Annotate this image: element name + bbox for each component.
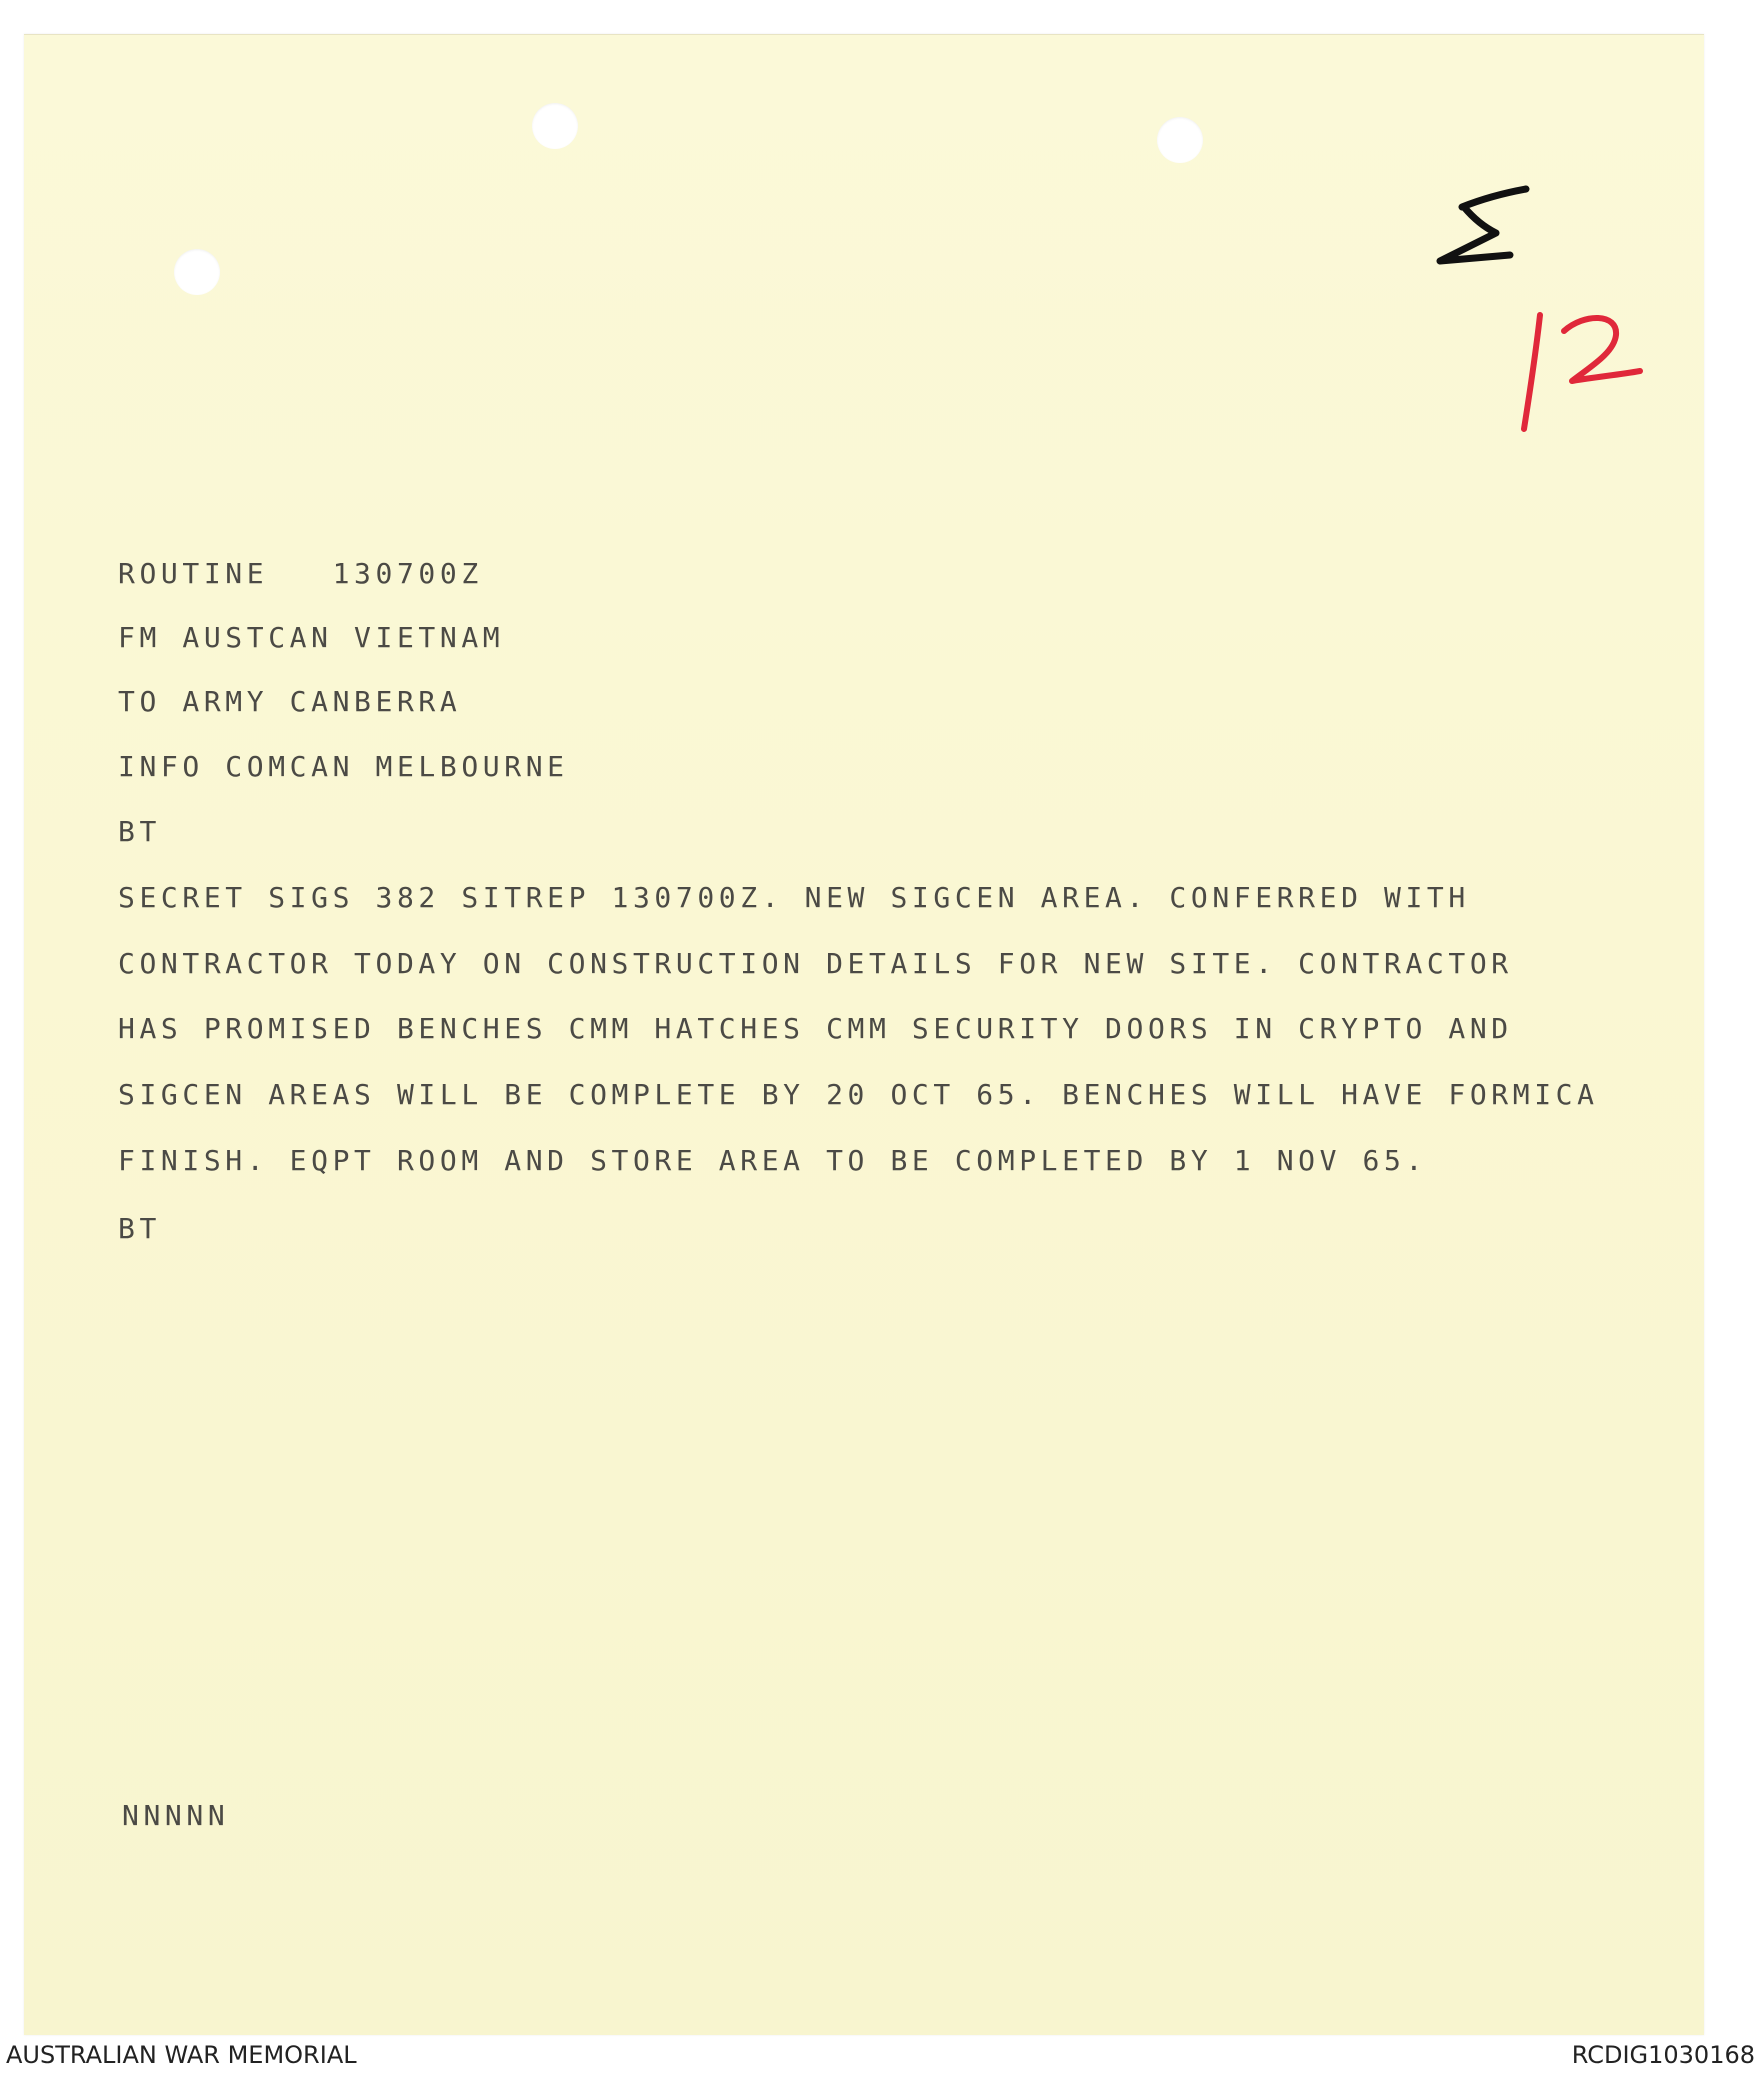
- message-from-line: FM AUSTCAN VIETNAM: [118, 621, 505, 654]
- message-body-line: SECRET SIGS 382 SITREP 130700Z. NEW SIGCEN AREA. CONFERRED WITH: [118, 881, 1470, 914]
- message-body-line: SIGCEN AREAS WILL BE COMPLETE BY 20 OCT 65. BENCHES WILL HAVE FORMICA: [118, 1078, 1599, 1111]
- break-marker-close: BT: [118, 1212, 161, 1245]
- handwritten-folio-number: [1514, 305, 1654, 435]
- message-body-line: CONTRACTOR TODAY ON CONSTRUCTION DETAILS FOR NEW SITE. CONTRACTOR: [118, 947, 1513, 980]
- break-marker-open: BT: [118, 815, 161, 848]
- end-of-message-marker: NNNNN: [122, 1799, 230, 1832]
- message-priority-line: ROUTINE 130700Z: [118, 557, 483, 590]
- message-body-line: FINISH. EQPT ROOM AND STORE AREA TO BE COMPLETED BY 1 NOV 65.: [118, 1144, 1427, 1177]
- message-info-line: INFO COMCAN MELBOURNE: [118, 750, 569, 783]
- punch-hole: [174, 249, 220, 295]
- footer-record-id: RCDIG1030168: [1571, 2041, 1755, 2069]
- message-to-line: TO ARMY CANBERRA: [118, 685, 462, 718]
- handwritten-letter-e: [1434, 175, 1544, 275]
- punch-hole: [1157, 117, 1203, 163]
- footer-credit: AUSTRALIAN WAR MEMORIAL: [6, 2041, 357, 2069]
- message-body-line: HAS PROMISED BENCHES CMM HATCHES CMM SECURITY DOORS IN CRYPTO AND: [118, 1012, 1513, 1045]
- punch-hole: [532, 103, 578, 149]
